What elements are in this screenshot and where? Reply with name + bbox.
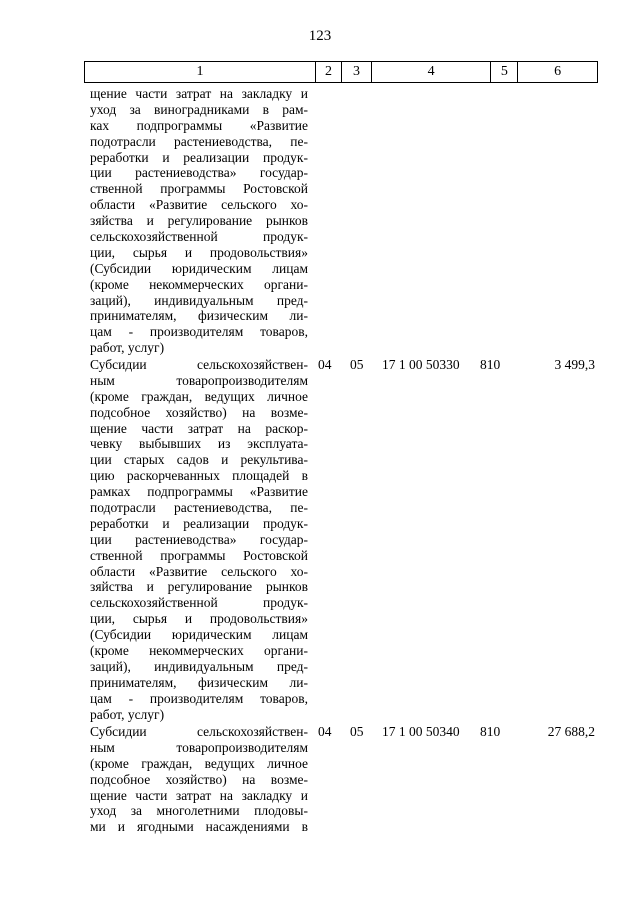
text-line: цам - производителям товаров, (90, 324, 308, 340)
text-line: реработки и реализации продук- (90, 149, 308, 165)
row-1-vr: 810 (480, 357, 501, 372)
continuation-description (90, 86, 308, 356)
page-number: 123 (308, 28, 332, 44)
row-1-csr: 17 1 00 50330 (382, 357, 460, 372)
text-line: области «Развитие сельского хо- (90, 563, 308, 579)
text-line: ным товаропроизводителям (90, 739, 308, 755)
text-line: (кроме граждан, ведущих личное (90, 388, 308, 404)
row-1-description (90, 357, 308, 722)
text-line: уход за многолетними плодовы- (90, 803, 308, 819)
text-line: ственной программы Ростовской (90, 181, 308, 197)
text-line: (кроме некоммерческих органи- (90, 276, 308, 292)
header-col-1: 1 (196, 64, 204, 79)
text-line: щение части затрат на закладку и (90, 787, 308, 803)
header-col-5: 5 (490, 62, 517, 82)
text-line: (Субсидии юридическим лицам (90, 627, 308, 643)
text-line: зяйства и регулирование рынков (90, 213, 308, 229)
row-1-sum: 3 499,3 (554, 357, 595, 372)
text-line: заций), индивидуальным пред- (90, 658, 308, 674)
text-line: Субсидии сельскохозяйствен- (90, 357, 308, 372)
text-line: области «Развитие сельского хо- (90, 197, 308, 213)
text-line: цам - производителям товаров, (90, 690, 308, 706)
row-2-sum: 27 688,2 (547, 724, 595, 739)
row-2-csr: 17 1 00 50340 (382, 724, 460, 739)
text-line: чевку выбывших из эксплуата- (90, 436, 308, 452)
table-header (84, 61, 598, 83)
text-line: реработки и реализации продук- (90, 515, 308, 531)
text-line: Субсидии сельскохозяйствен- (90, 724, 308, 739)
text-line: рамках подпрограммы «Развитие (90, 484, 308, 500)
text-line: ции, сырья и продовольствия» (90, 244, 308, 260)
header-col-4: 4 (371, 62, 491, 82)
text-line: ции растениеводства» государ- (90, 531, 308, 547)
text-line: ках подпрограммы «Развитие (90, 117, 308, 133)
text-line: (кроме некоммерческих органи- (90, 643, 308, 659)
text-line: (кроме граждан, ведущих личное (90, 755, 308, 771)
row-2-pr: 05 (350, 724, 364, 739)
text-line: ным товаропроизводителям (90, 372, 308, 388)
header-col-6: 6 (517, 62, 597, 82)
text-line: ции старых садов и рекультива- (90, 452, 308, 468)
text-line: ми и ягодными насаждениями в (90, 819, 308, 835)
text-line: сельскохозяйственной продук- (90, 595, 308, 611)
row-2-rz: 04 (318, 724, 332, 739)
row-1-pr: 05 (350, 357, 364, 372)
text-line: ственной программы Ростовской (90, 547, 308, 563)
header-col-2: 2 (315, 62, 341, 82)
text-line: подсобное хозяйство) на возме- (90, 404, 308, 420)
text-line: принимателям, физическим ли- (90, 674, 308, 690)
text-line: подотрасли растениеводства, пе- (90, 133, 308, 149)
header-col-3: 3 (341, 62, 371, 82)
text-line: работ, услуг) (90, 340, 165, 356)
row-2-description (90, 724, 308, 835)
text-line: щение части затрат на закладку и (90, 86, 308, 101)
text-line: цию раскорчеванных площадей в (90, 468, 308, 484)
text-line: ции, сырья и продовольствия» (90, 611, 308, 627)
text-line: (Субсидии юридическим лицам (90, 260, 308, 276)
text-line: заций), индивидуальным пред- (90, 292, 308, 308)
text-line: принимателям, физическим ли- (90, 308, 308, 324)
row-2-vr: 810 (480, 724, 501, 739)
text-line: сельскохозяйственной продук- (90, 229, 308, 245)
text-line: зяйства и регулирование рынков (90, 579, 308, 595)
text-line: подотрасли растениеводства, пе- (90, 500, 308, 516)
text-line: ции растениеводства» государ- (90, 165, 308, 181)
text-line: подсобное хозяйство) на возме- (90, 771, 308, 787)
text-line: щение части затрат на раскор- (90, 420, 308, 436)
text-line: уход за виноградниками в рам- (90, 101, 308, 117)
text-line: работ, услуг) (90, 706, 165, 722)
row-1-rz: 04 (318, 357, 332, 372)
